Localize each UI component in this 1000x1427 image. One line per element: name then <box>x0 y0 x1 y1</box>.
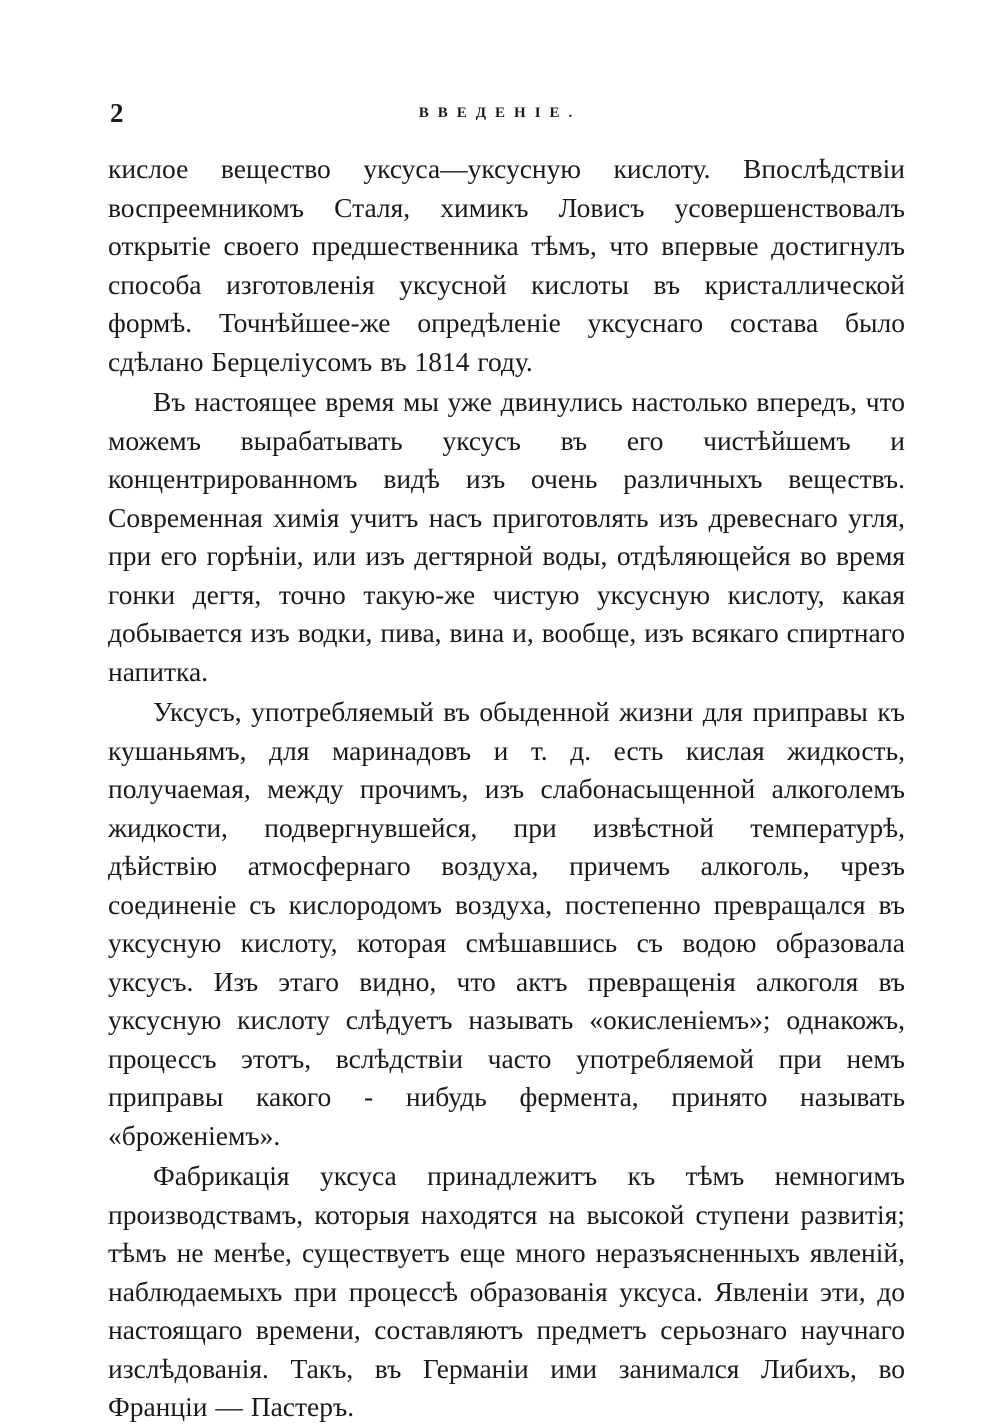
body-text <box>108 150 905 1427</box>
paragraph: Уксусъ, употребляемый въ обыденной жизни для приправы къ кушаньямъ, для маринадовъ и т. д. есть кислая жидкость, получаемая, между прочимъ, изъ слабонасыщенной алкоголемъ жидкости, подвергнувшейся, при извѣстной температурѣ, дѣйствію атмосфернаго воздуха, причемъ алкоголь, чрезъ соединеніе съ кислородомъ воздуха, постепенно превращался въ уксусную кислоту, которая смѣшавшись съ водою образовала уксусъ. Изъ этаго видно, что актъ превращенія алкоголя въ уксусную кислоту слѣдуетъ называть «окисленіемъ»; однакожъ, процессъ этотъ, вслѣдствіи часто употребляемой при немъ приправы какого - нибудь фермента, принято называть «броженіемъ». <box>108 696 905 1151</box>
paragraph: Фабрикація уксуса принадлежитъ къ тѣмъ немногимъ производствамъ, которыя находятся на высокой ступени развитія; тѣмъ не менѣе, существуетъ еще много неразъясненныхъ явленій, наблюдаемыхъ при процессѣ образованія уксуса. Явленіи эти, до настоящаго времени, составляютъ предметъ серьознаго научнаго изслѣдованія. Такъ, въ Германіи ими занимался Либихъ, во Франціи — Пастеръ. <box>108 1160 905 1422</box>
running-title: ВВЕДЕНІЕ. <box>418 105 582 121</box>
paragraph-continued: кислое вещество уксуса—уксусную кислоту. Впослѣдствіи воспреемникомъ Сталя, химикъ Ловисъ усовершенствовалъ открытіе своего предшественника тѣмъ, что впервые достигнулъ способа изготовленія уксусной кислоты въ кристаллической формѣ. Точнѣйшее-же опредѣленіе уксуснаго состава было сдѣлано Берцеліусомъ въ 1814 году. <box>108 153 905 377</box>
page-header <box>110 95 890 135</box>
paragraph: Въ настоящее время мы уже двинулись настолько впередъ, что можемъ вырабатывать уксусъ въ его чистѣйшемъ и концентрированномъ видѣ изъ очень различныхъ веществъ. Современная химія учитъ насъ приготовлять изъ древеснаго угля, при его горѣніи, или изъ дегтярной воды, отдѣляющейся во время гонки дегтя, точно такую-же чистую уксусную кислоту, какая добывается изъ водки, пива, вина и, вообще, изъ всякаго спиртнаго напитка. <box>108 386 905 687</box>
page-number: 2 <box>110 98 124 128</box>
